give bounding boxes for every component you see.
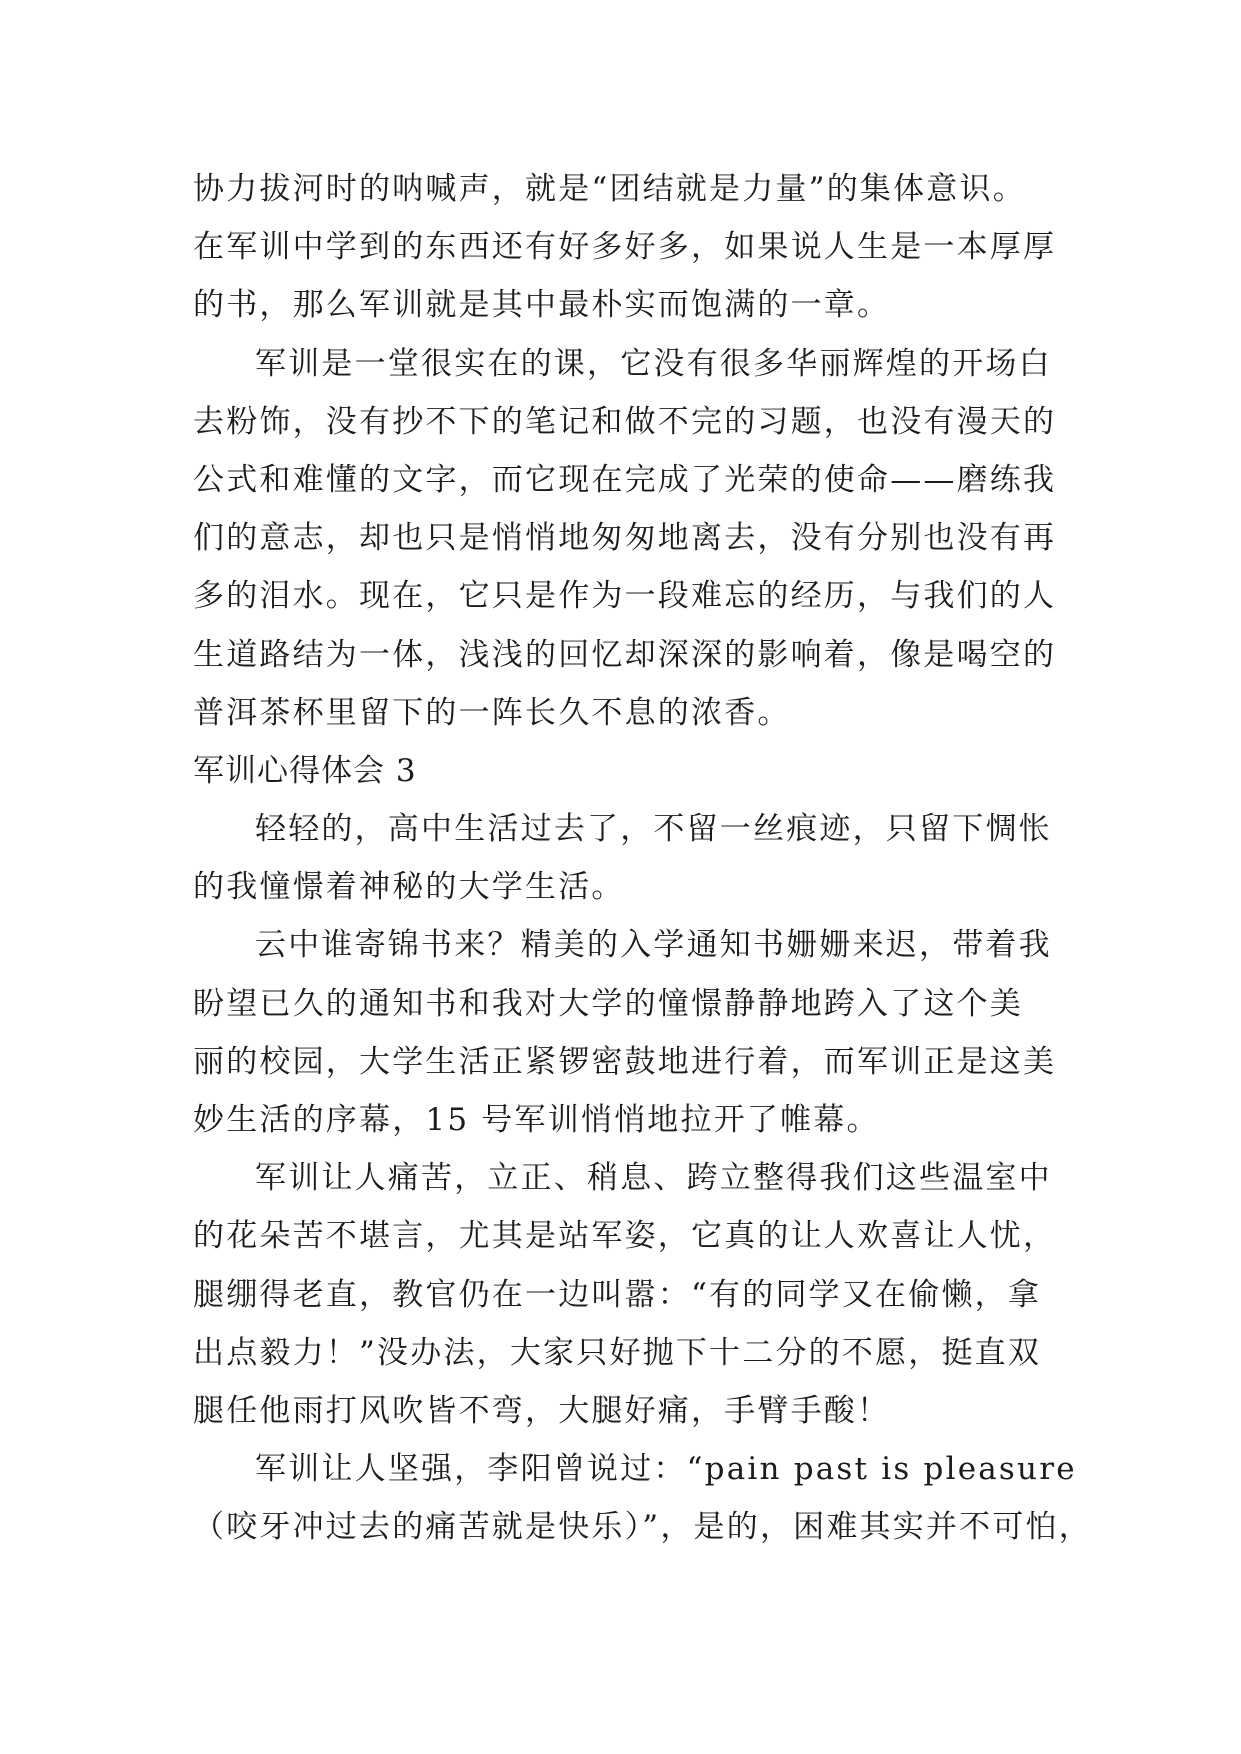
paragraph-line: 盼望已久的通知书和我对大学的憧憬静静地跨入了这个美 — [193, 985, 1023, 1022]
paragraph-line: 的书，那么军训就是其中最朴实而饱满的一章。 — [193, 287, 891, 324]
paragraph-line: 协力拔河时的呐喊声，就是“团结就是力量”的集体意识。 — [193, 171, 1026, 207]
paragraph-line: 去粉饰，没有抄不下的笔记和做不完的习题，也没有漫天的 — [193, 403, 1057, 440]
paragraph-line: 多的泪水。现在，它只是作为一段难忘的经历，与我们的人 — [193, 578, 1057, 615]
paragraph-line: 的我憧憬着神秘的大学生活。 — [193, 869, 625, 906]
document-body — [193, 160, 1092, 1557]
paragraph-line: 普洱茶杯里留下的一阵长久不息的浓香。 — [193, 694, 791, 731]
paragraph-line: 轻轻的，高中生活过去了，不留一丝痕迹，只留下惆怅 — [255, 811, 1052, 848]
paragraph-line: 军训让人痛苦，立正、稍息、跨立整得我们这些温室中 — [255, 1160, 1052, 1197]
paragraph-line: 腿任他雨打风吹皆不弯，大腿好痛，手臂手酸！ — [193, 1392, 891, 1429]
paragraph-line: 公式和难懂的文字，而它现在完成了光荣的使命——磨练我 — [193, 461, 1057, 498]
paragraph-line: 丽的校园，大学生活正紧锣密鼓地进行着，而军训正是这美 — [193, 1043, 1057, 1080]
paragraph-line: 们的意志，却也只是悄悄地匆匆地离去，没有分别也没有再 — [193, 520, 1057, 557]
paragraph-line: 出点毅力！”没办法，大家只好抛下十二分的不愿，挺直双 — [193, 1334, 1042, 1371]
paragraph-line: 军训让人坚强，李阳曾说过：“pain past is pleasure — [255, 1451, 1077, 1488]
paragraph-line: 云中谁寄锦书来？精美的入学通知书姗姗来迟，带着我 — [255, 927, 1052, 964]
paragraph-line: 军训是一堂很实在的课，它没有很多华丽辉煌的开场白 — [255, 345, 1052, 382]
paragraph-line: 在军训中学到的东西还有好多好多，如果说人生是一本厚厚 — [193, 229, 1057, 266]
paragraph-line: 生道路结为一体，浅浅的回忆却深深的影响着，像是喝空的 — [193, 636, 1057, 673]
section-heading: 军训心得体会 3 — [193, 752, 417, 789]
paragraph-line: 的花朵苦不堪言，尤其是站军姿，它真的让人欢喜让人忧， — [193, 1218, 1057, 1255]
paragraph-line: 腿绷得老直，教官仍在一边叫嚣：“有的同学又在偷懒，拿 — [193, 1276, 1042, 1313]
paragraph-line: 妙生活的序幕，15 号军训悄悄地拉开了帷幕。 — [193, 1102, 880, 1138]
paragraph-line: （咬牙冲过去的痛苦就是快乐）”，是的，困难其实并不可怕， — [193, 1509, 1092, 1546]
